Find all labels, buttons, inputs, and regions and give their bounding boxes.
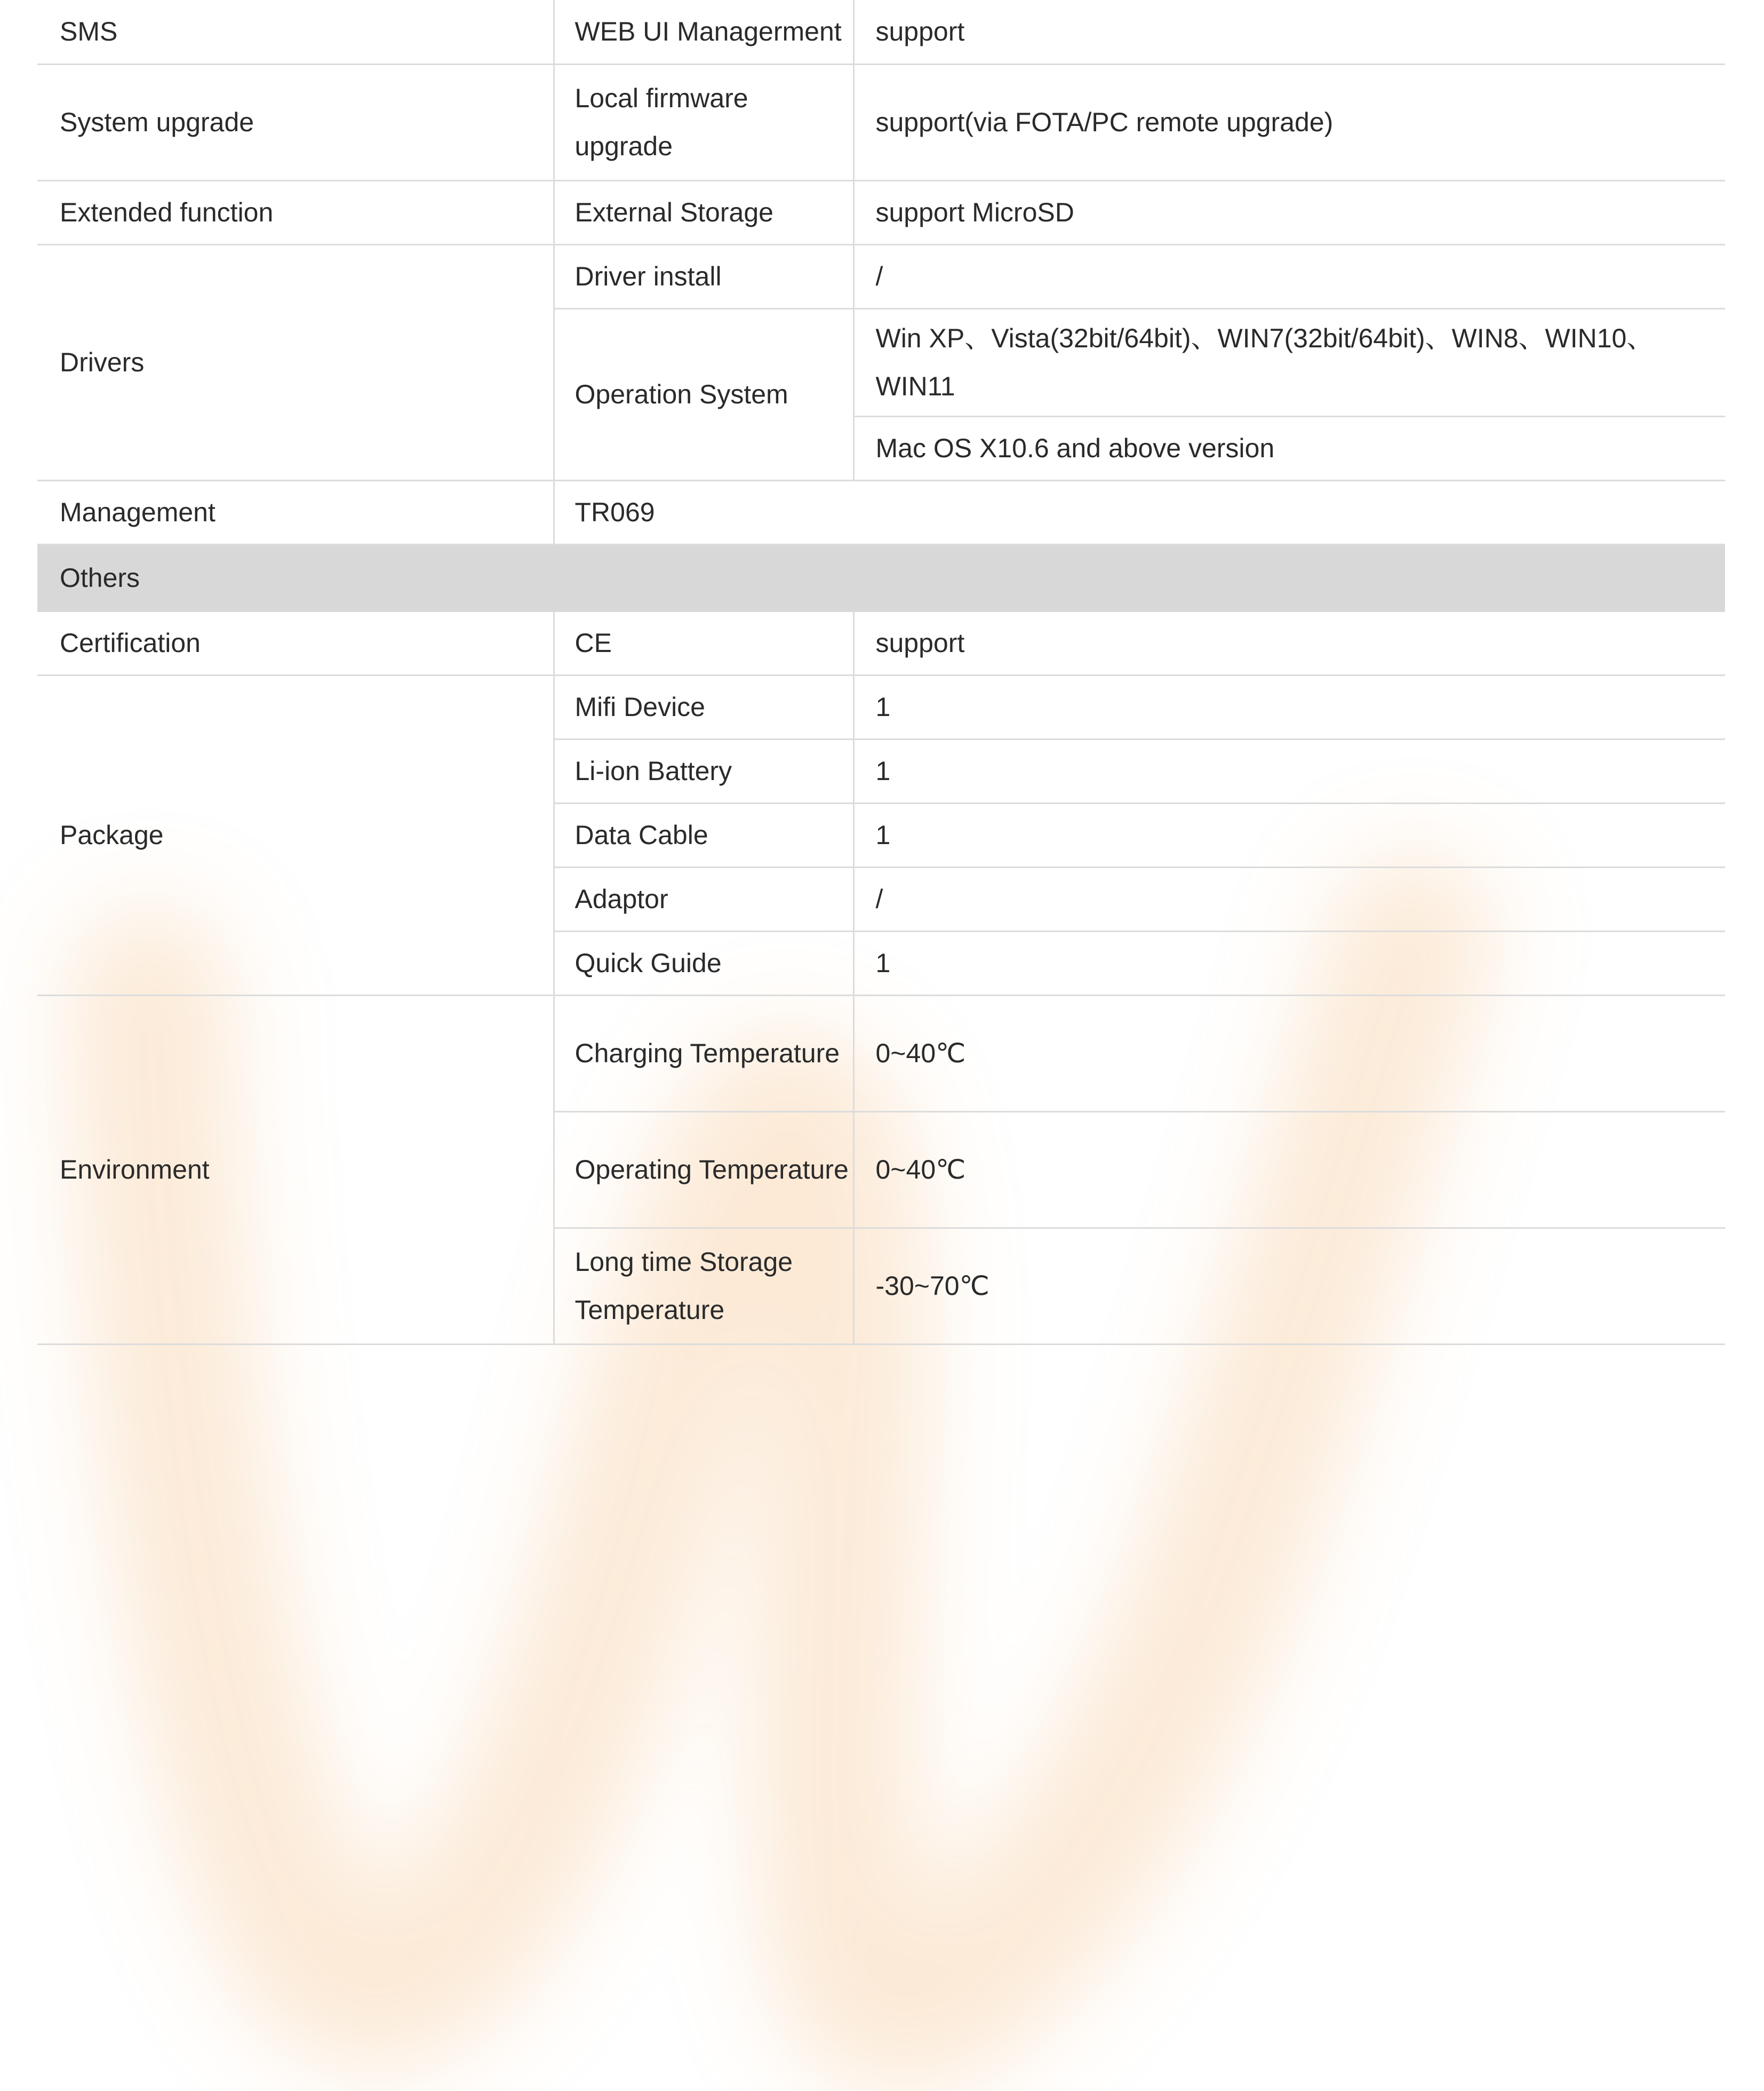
row-category: Environment — [37, 995, 554, 1344]
row-value: support MicroSD — [853, 180, 1725, 244]
row-value: support — [853, 611, 1725, 675]
row-item: Mifi Device — [554, 675, 853, 739]
row-value: 1 — [853, 675, 1725, 739]
row-item: Adaptor — [554, 867, 853, 931]
row-value: -30~70℃ — [853, 1228, 1725, 1344]
row-value: support(via FOTA/PC remote upgrade) — [853, 64, 1725, 180]
row-value: Win XP、Vista(32bit/64bit)、WIN7(32bit/64bit)、WIN8、WIN10、WIN11 — [853, 308, 1725, 416]
row-item: Quick Guide — [554, 931, 853, 995]
row-value: / — [853, 244, 1725, 308]
table-row — [37, 480, 1725, 544]
row-item: Local firmware upgrade — [554, 64, 853, 180]
row-category: Extended function — [37, 180, 554, 244]
row-value: support — [853, 0, 1725, 64]
table-row — [37, 64, 1725, 180]
row-category: Package — [37, 675, 554, 995]
row-value: 0~40℃ — [853, 995, 1725, 1111]
row-item: Data Cable — [554, 803, 853, 867]
row-category: Certification — [37, 611, 554, 675]
table-row — [37, 0, 1725, 64]
table-row — [37, 180, 1725, 244]
table-row — [37, 995, 1725, 1111]
row-item: Operation System — [554, 308, 853, 480]
row-value: 1 — [853, 931, 1725, 995]
row-item: Long time Storage Temperature — [554, 1228, 853, 1344]
row-item: Driver install — [554, 244, 853, 308]
table-row — [37, 675, 1725, 739]
row-value: 1 — [853, 803, 1725, 867]
table-row — [37, 244, 1725, 308]
row-item: External Storage — [554, 180, 853, 244]
row-item: WEB UI Managerment — [554, 0, 853, 64]
row-item: Charging Temperature — [554, 995, 853, 1111]
row-item: Operating Temperature — [554, 1111, 853, 1228]
row-value: Mac OS X10.6 and above version — [853, 416, 1725, 480]
spec-table — [37, 0, 1725, 1345]
row-item: CE — [554, 611, 853, 675]
row-category: System upgrade — [37, 64, 554, 180]
row-item: Li-ion Battery — [554, 739, 853, 803]
row-value: / — [853, 867, 1725, 931]
row-category: Management — [37, 480, 554, 544]
row-category: Drivers — [37, 244, 554, 480]
row-category: SMS — [37, 0, 554, 64]
row-value: 0~40℃ — [853, 1111, 1725, 1228]
section-header — [37, 544, 1725, 611]
section-label: Others — [37, 544, 1725, 611]
table-row — [37, 611, 1725, 675]
row-value: TR069 — [554, 480, 1725, 544]
row-value: 1 — [853, 739, 1725, 803]
